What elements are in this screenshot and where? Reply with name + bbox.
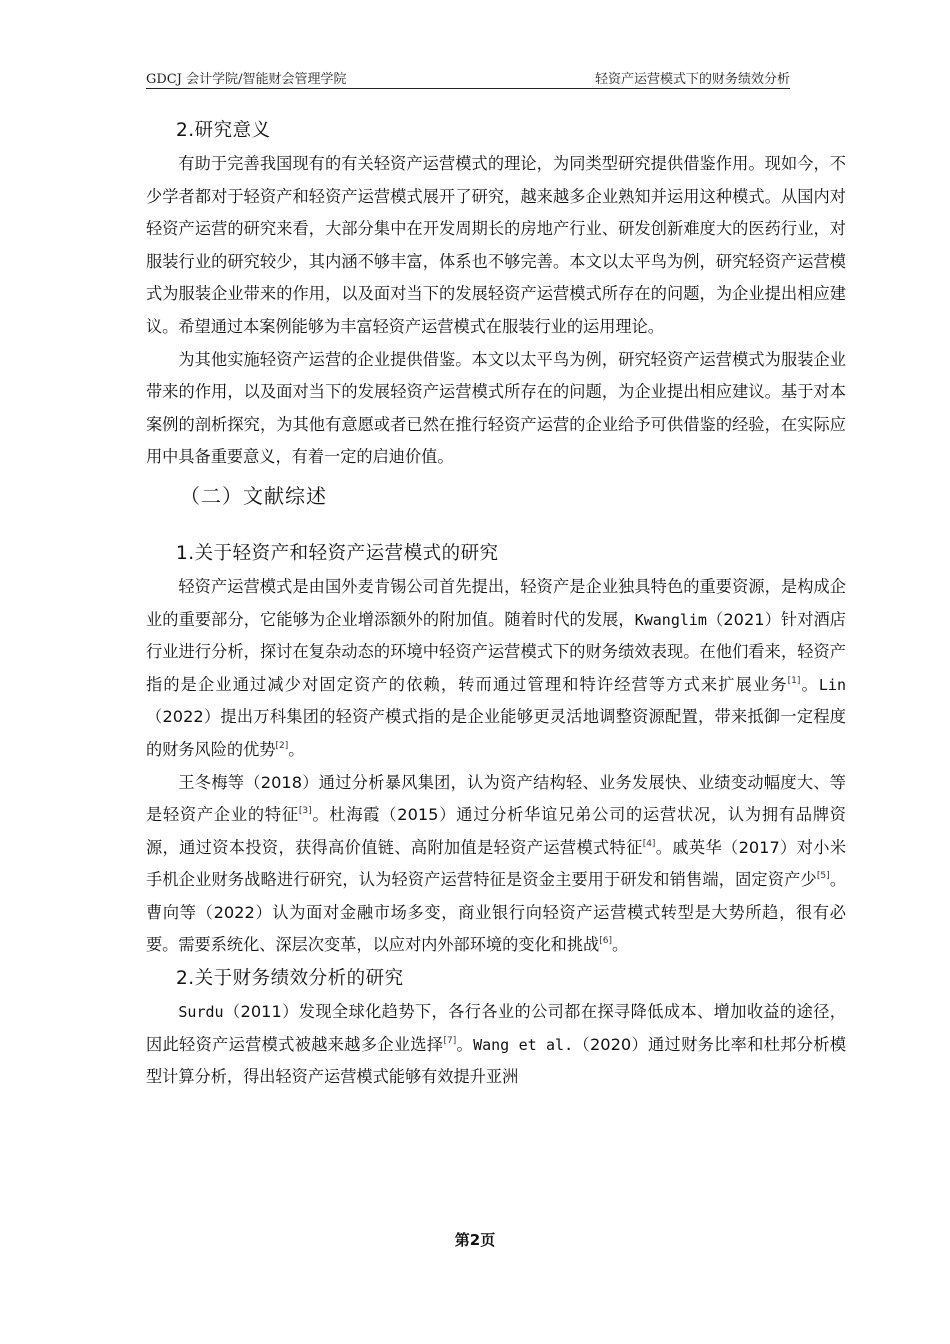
page-number: 第2页: [454, 1231, 496, 1249]
author-surdu: Surdu: [178, 1003, 224, 1022]
text-segment: 轻资产运营模式是由国外麦肯锡公司首先提出，轻资产是企业独具特色的重要资源，是构成企业的重要部分，它能够为企业增添额外的附加值。随着时代的发展，: [146, 576, 846, 629]
text-segment: 。: [612, 935, 629, 955]
text-segment: （2022）提出万科集团的轻资产模式指的是企业能够更灵活地调整资源配置，带来抵御一定程度的财务风险的优势: [146, 707, 846, 759]
citation-ref-7: [7]: [443, 1035, 457, 1046]
paragraph-light-asset-1: [146, 571, 846, 767]
text-segment: （2021）针对酒店行业进行分析，探讨在复杂动态的环境中轻资产运营模式下的财务绩效表现。在他们看来，轻资产指的是企业通过减少对固定资产的依赖，转而通过管理和特许经营等方式来扩展业务: [146, 609, 846, 694]
text-segment: 。杜海霞（2015）通过分析华谊兄弟公司的运营状况，认为拥有品牌资源，通过资本投资，获得高价值链、高附加值是轻资产运营模式特征: [146, 805, 846, 857]
text-segment: 王冬梅等（2018）通过分析暴风集团，认为资产结构轻、业务发展快、业绩变动幅度大、等是轻资产企业的特征: [146, 772, 846, 825]
citation-ref-3: [3]: [298, 806, 312, 817]
header-left-text: GDCJ 会计学院/智能财会管理学院: [146, 72, 347, 87]
paragraph-significance-2: 为其他实施轻资产运营的企业提供借鉴。本文以太平鸟为例，研究轻资产运营模式为服装企业带来的作用，以及面对当下的发展轻资产运营模式所存在的问题，为企业提出相应建议。基于对本案例的剖析探究，为其他有意愿或者已然在推行轻资产运营的企业给予可供借鉴的经验，在实际应用中具备重要意义，有着一定的启迪价值。: [146, 349, 846, 467]
citation-ref-4: [4]: [642, 838, 656, 849]
paragraph-light-asset-2: [146, 767, 846, 963]
header-right-text: 轻资产运营模式下的财务绩效分析: [594, 72, 790, 87]
text-segment: 。戚英华（2017）对小米手机企业财务战略进行研究，认为轻资产运营特征是资金主要用于研发和销售端，固定资产少: [146, 837, 847, 890]
author-lin: Lin: [818, 675, 846, 694]
text-segment: （2011）发现全球化趋势下，各行各业的公司都在探寻降低成本、增加收益的途径，因此轻资产运营模式被越来越多企业选择: [146, 1002, 846, 1054]
heading-financial-performance-research: 2.关于财务绩效分析的研究: [176, 968, 404, 990]
text-segment: 。: [800, 674, 819, 694]
page-body: [146, 114, 846, 1094]
citation-ref-2: [2]: [275, 740, 289, 751]
paragraph-performance-1: [146, 996, 846, 1094]
paragraph-significance-1: 有助于完善我国现有的有关轻资产运营模式的理论，为同类型研究提供借鉴作用。现如今，不少学者都对于轻资产和轻资产运营模式展开了研究，越来越多企业熟知并运用这种模式。从国内对轻资产运营的研究来看，大部分集中在开发周期长的房地产行业、研发创新难度大的医药行业，对服装行业的研究较少，其内涵不够丰富，体系也不够完善。本文以太平鸟为例，研究轻资产运营模式为服装企业带来的作用，以及面对当下的发展轻资产运营模式所存在的问题，为企业提出相应建议。希望通过本案例能够为丰富轻资产运营模式在服装行业的运用理论。: [146, 154, 846, 336]
citation-ref-1: [1]: [787, 675, 801, 686]
text-segment: （2020）通过财务比率和杜邦分析模型计算分析，得出轻资产运营模式能够有效提升亚洲: [146, 1034, 847, 1087]
author-wang: Wang et al.: [473, 1035, 574, 1054]
text-segment: 。曹向等（2022）认为面对金融市场多变，商业银行向轻资产运营模式转型是大势所趋，很有必要。需要系统化、深层次变革，以应对内外部环境的变化和挑战: [146, 870, 847, 955]
heading-literature-review: （二）文献综述: [180, 483, 327, 508]
citation-ref-6: [6]: [599, 936, 612, 947]
text-segment: 。: [456, 1034, 474, 1054]
citation-ref-5: [5]: [816, 871, 830, 882]
heading-light-asset-research: 1.关于轻资产和轻资产运营模式的研究: [176, 542, 499, 564]
author-kwanglim: Kwanglim: [634, 610, 707, 629]
text-segment: 。: [288, 739, 305, 759]
heading-research-significance: 2.研究意义: [176, 120, 271, 141]
page-header: [146, 66, 790, 89]
